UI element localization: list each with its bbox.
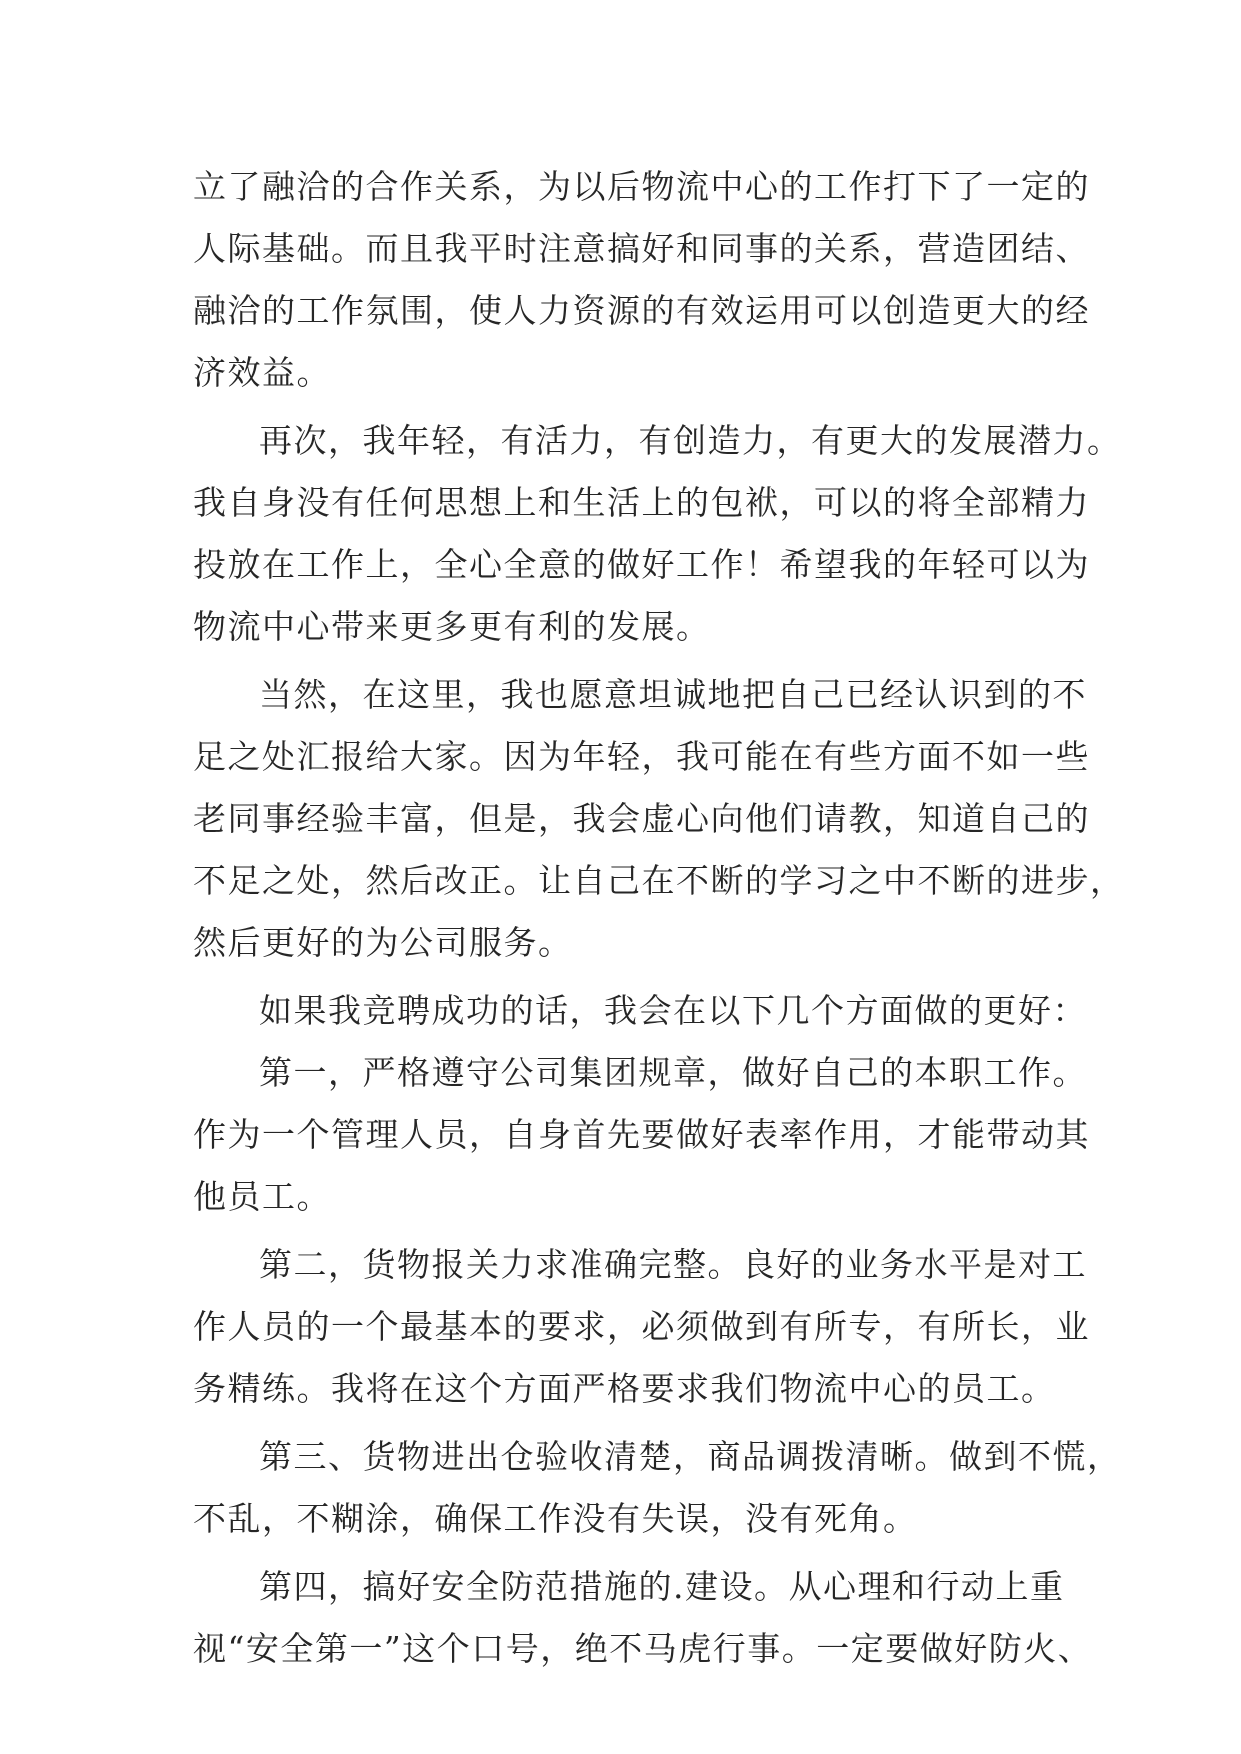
text-line: 然后更好的为公司服务。 xyxy=(193,923,573,962)
text-line: 不乱，不糊涂，确保工作没有失误，没有死角。 xyxy=(193,1499,918,1538)
text-line: 人际基础。而且我平时注意搞好和同事的关系，营造团结、 xyxy=(193,229,1090,268)
text-line: 我自身没有任何思想上和生活上的包袱，可以的将全部精力 xyxy=(193,483,1090,522)
text-line: 视“安全第一”这个口号，绝不马虎行事。一定要做好防火、 xyxy=(193,1629,1093,1668)
paragraph-first-line: 第三、货物进出仓验收清楚，商品调拨清晰。做到不慌， xyxy=(259,1437,1122,1476)
text-line: 不足之处，然后改正。让自己在不断的学习之中不断的进步， xyxy=(193,861,1125,900)
text-line: 投放在工作上，全心全意的做好工作！希望我的年轻可以为 xyxy=(193,545,1090,584)
paragraph-first-line: 第一，严格遵守公司集团规章，做好自己的本职工作。 xyxy=(259,1053,1087,1092)
text-line: 融洽的工作氛围，使人力资源的有效运用可以创造更大的经 xyxy=(193,291,1090,330)
paragraph-first-line: 当然，在这里，我也愿意坦诚地把自己已经认识到的不 xyxy=(259,675,1087,714)
paragraph-first-line: 如果我竞聘成功的话，我会在以下几个方面做的更好： xyxy=(259,991,1087,1030)
paragraph-first-line: 第四，搞好安全防范措施的.建设。从心理和行动上重 xyxy=(259,1567,1065,1606)
text-line: 务精练。我将在这个方面严格要求我们物流中心的员工。 xyxy=(193,1369,1056,1408)
paragraph-first-line: 再次，我年轻，有活力，有创造力，有更大的发展潜力。 xyxy=(259,421,1122,460)
text-line: 足之处汇报给大家。因为年轻，我可能在有些方面不如一些 xyxy=(193,737,1090,776)
paragraph-first-line: 第二，货物报关力求准确完整。良好的业务水平是对工 xyxy=(259,1245,1087,1284)
text-line: 物流中心带来更多更有利的发展。 xyxy=(193,607,711,646)
text-line: 作人员的一个最基本的要求，必须做到有所专，有所长，业 xyxy=(193,1307,1090,1346)
text-line: 他员工。 xyxy=(193,1177,331,1216)
text-line: 立了融洽的合作关系，为以后物流中心的工作打下了一定的 xyxy=(193,167,1090,206)
text-line: 作为一个管理人员，自身首先要做好表率作用，才能带动其 xyxy=(193,1115,1090,1154)
text-line: 老同事经验丰富，但是，我会虚心向他们请教，知道自己的 xyxy=(193,799,1090,838)
text-line: 济效益。 xyxy=(193,353,331,392)
